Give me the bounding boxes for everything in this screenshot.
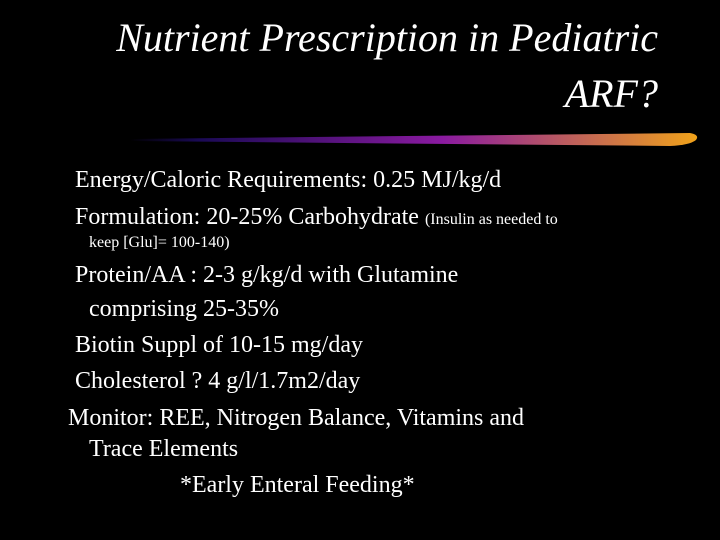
monitor-line-2: Trace Elements (89, 436, 239, 462)
title-accent-rule (130, 131, 700, 149)
cholesterol-line: Cholesterol ? 4 g/l/1.7m2/day (75, 368, 361, 394)
enteral-feeding-line: *Early Enteral Feeding* (180, 472, 415, 498)
formulation-line (75, 203, 558, 234)
protein-line-2: comprising 25-35% (89, 296, 279, 322)
protein-line-1: Protein/AA : 2-3 g/kg/d with Glutamine (75, 262, 459, 288)
formulation-note-text: (Insulin as needed to (424, 211, 558, 228)
biotin-line: Biotin Suppl of 10-15 mg/day (75, 332, 363, 358)
formulation-main-text: Formulation: 20-25% Carbohydrate (75, 204, 425, 230)
slide-title-line-2: ARF? (564, 71, 658, 116)
slide-title-line-1: Nutrient Prescription in Pediatric (116, 15, 658, 60)
energy-requirement-line: Energy/Caloric Requirements: 0.25 MJ/kg/d (75, 167, 502, 193)
monitor-line-1: Monitor: REE, Nitrogen Balance, Vitamins and (68, 405, 525, 431)
formulation-note-continuation: keep [Glu]= 100-140) (89, 234, 230, 251)
